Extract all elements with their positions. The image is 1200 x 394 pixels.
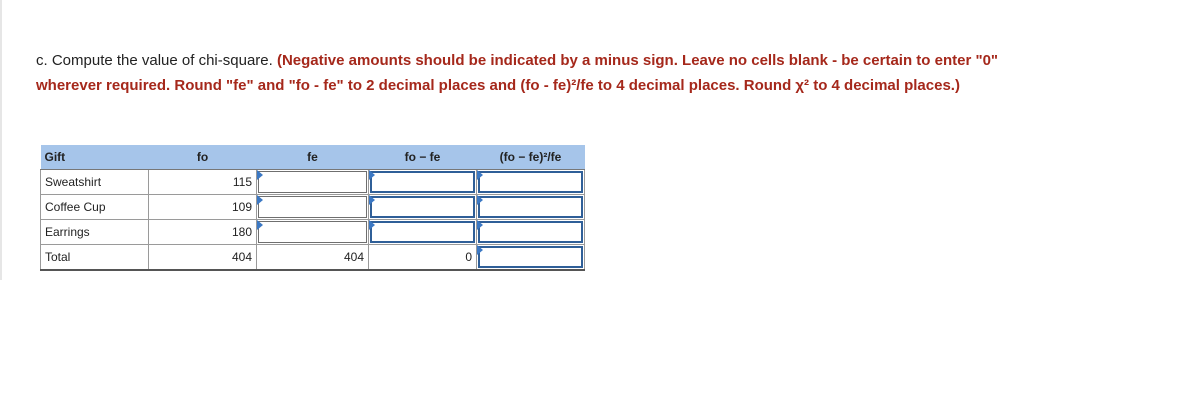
input-marker-icon	[257, 220, 263, 230]
input-marker-icon	[369, 170, 375, 180]
header-gift: Gift	[41, 145, 149, 170]
fe-input[interactable]	[258, 196, 367, 218]
fo-cell	[149, 195, 257, 220]
total-fe-value: 404	[343, 250, 364, 264]
input-marker-icon	[477, 195, 483, 205]
question-instructions: (Negative amounts should be indicated by a minus sign. Leave no cells blank - be certain to enter "0" wherever required. Round "fe" and "fo - fe" to 2 decimal places and (fo - fe)²/fe to 4 decimal places. Round χ² to 4 decimal places.)	[36, 52, 999, 94]
diff-input-cell[interactable]	[369, 195, 477, 220]
total-label: Total	[41, 245, 149, 271]
total-chi-square-cell[interactable]	[477, 245, 585, 271]
total-fe-cell	[257, 245, 369, 271]
table-row	[41, 195, 585, 220]
ratio-input-cell[interactable]	[477, 195, 585, 220]
chi-component-input[interactable]	[478, 171, 583, 193]
fo-cell	[149, 170, 257, 195]
ratio-input-cell[interactable]	[477, 170, 585, 195]
row-label: Coffee Cup	[41, 195, 149, 220]
chi-square-table	[40, 145, 585, 271]
left-border	[0, 0, 2, 280]
total-diff-cell	[369, 245, 477, 271]
input-marker-icon	[477, 220, 483, 230]
chi-square-table-container	[40, 145, 585, 271]
fo-minus-fe-input[interactable]	[370, 196, 475, 218]
question-text	[36, 48, 1046, 98]
table-header-row	[41, 145, 585, 170]
chi-square-total-input[interactable]	[478, 246, 583, 268]
total-row	[41, 245, 585, 271]
row-label: Sweatshirt	[41, 170, 149, 195]
input-marker-icon	[257, 170, 263, 180]
input-marker-icon	[257, 195, 263, 205]
header-fo: fo	[149, 145, 257, 170]
fo-value: 109	[231, 200, 252, 214]
header-fe: fe	[257, 145, 369, 170]
fe-input-cell[interactable]	[257, 170, 369, 195]
table-row	[41, 220, 585, 245]
total-fo-value: 404	[231, 250, 252, 264]
header-chi-component: (fo − fe)²/fe	[477, 145, 585, 170]
input-marker-icon	[369, 220, 375, 230]
fe-input-cell[interactable]	[257, 195, 369, 220]
diff-input-cell[interactable]	[369, 170, 477, 195]
input-marker-icon	[369, 195, 375, 205]
ratio-input-cell[interactable]	[477, 220, 585, 245]
fe-input-cell[interactable]	[257, 220, 369, 245]
chi-component-input[interactable]	[478, 196, 583, 218]
input-marker-icon	[477, 245, 483, 255]
fo-minus-fe-input[interactable]	[370, 171, 475, 193]
total-fo-cell	[149, 245, 257, 271]
row-label: Earrings	[41, 220, 149, 245]
fo-cell	[149, 220, 257, 245]
fo-value: 115	[232, 175, 252, 189]
fo-minus-fe-input[interactable]	[370, 221, 475, 243]
input-marker-icon	[477, 170, 483, 180]
fe-input[interactable]	[258, 221, 367, 243]
fe-input[interactable]	[258, 171, 367, 193]
header-fo-minus-fe: fo − fe	[369, 145, 477, 170]
fo-value: 180	[231, 225, 252, 239]
diff-input-cell[interactable]	[369, 220, 477, 245]
total-diff-value: 0	[465, 250, 472, 264]
table-row	[41, 170, 585, 195]
question-prompt: c. Compute the value of chi-square.	[36, 52, 277, 69]
chi-component-input[interactable]	[478, 221, 583, 243]
